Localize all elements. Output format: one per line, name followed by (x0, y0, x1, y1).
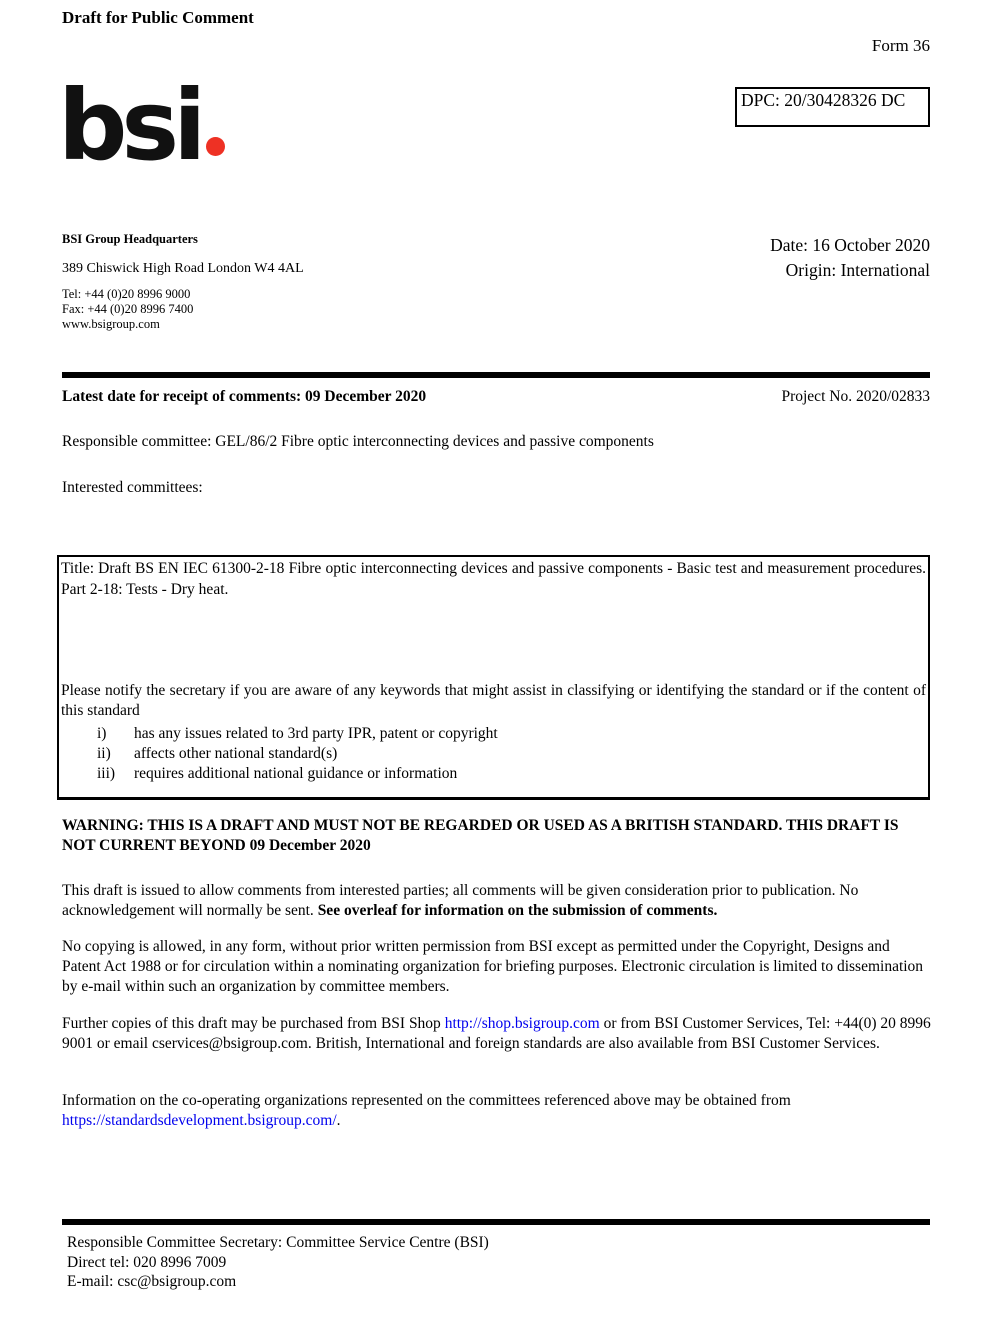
hq-name: BSI Group Headquarters (62, 232, 198, 246)
bsi-logo (58, 70, 225, 182)
dpc-number-box (735, 87, 930, 127)
list-item (61, 764, 926, 784)
project-number: Project No. 2020/02833 (781, 388, 930, 405)
cooperating-orgs-period: . (336, 1112, 341, 1129)
standards-development-link[interactable]: https://standardsdevelopment.bsigroup.com/ (62, 1112, 337, 1129)
form-number-label: Form 36 (871, 36, 930, 55)
footer-contact-block (67, 1233, 489, 1292)
list-item-text: requires additional national guidance or information (134, 765, 458, 782)
bsi-logo-text: bsi (58, 69, 201, 182)
list-item (61, 744, 926, 764)
latest-date-for-comments: Latest date for receipt of comments: 09 December 2020 (62, 388, 427, 405)
list-item-text: affects other national standard(s) (134, 745, 338, 762)
dpc-number-text: DPC: 20/30428326 DC (741, 90, 906, 110)
committee-secretary-line: Responsible Committee Secretary: Committee Service Centre (BSI) (67, 1234, 489, 1251)
responsible-committee-line: Responsible committee: GEL/86/2 Fibre optic interconnecting devices and passive components (62, 433, 654, 450)
further-copies-text-pre: Further copies of this draft may be purchased from BSI Shop (62, 1015, 445, 1032)
see-overleaf-text: See overleaf for information on the submission of comments. (317, 902, 718, 919)
list-item-text: has any issues related to 3rd party IPR, patent or copyright (134, 725, 498, 742)
cooperating-orgs-text: Information on the co-operating organizations represented on the committees referenced above may be obtained from (62, 1092, 791, 1109)
keywords-issue-list (61, 724, 926, 784)
list-item-marker: iii) (97, 765, 116, 782)
further-copies-paragraph (62, 1014, 932, 1054)
standard-title-text: Title: Draft BS EN IEC 61300-2-18 Fibre optic interconnecting devices and passive components - Basic test and measurement procedures. Part 2-18: Tests - Dry heat. (61, 560, 926, 598)
date-line: Date: 16 October 2020 (770, 235, 930, 255)
comments-deadline-row (62, 388, 930, 406)
top-divider-rule (62, 372, 930, 378)
list-item-marker: ii) (97, 745, 111, 762)
hq-website: www.bsigroup.com (62, 317, 160, 331)
direct-tel-line: Direct tel: 020 8996 7009 (67, 1253, 227, 1271)
origin-line: Origin: International (785, 260, 930, 280)
draft-warning-text: WARNING: THIS IS A DRAFT AND MUST NOT BE REGARDED OR USED AS A BRITISH STANDARD. THIS DRAFT IS NOT CURRENT BEYOND 09 December 2020 (62, 817, 899, 854)
bsi-logo-red-dot-icon (206, 137, 225, 156)
draft-issued-paragraph (62, 881, 932, 921)
date-origin-block (770, 233, 930, 283)
no-copying-paragraph: No copying is allowed, in any form, without prior written permission from BSI except as permitted under the Copyright, Designs and Patent Act 1988 or for circulation within a nominating organization for briefing purposes. Electronic circulation is limited to dissemination by e-mail within such an organization by committee members. (62, 938, 924, 995)
contact-block (62, 232, 304, 332)
cooperating-orgs-paragraph (62, 1091, 932, 1131)
keywords-notify-text: Please notify the secretary if you are aware of any keywords that might assist in classifying or identifying the standard or if the content of this standard (61, 682, 926, 719)
hq-fax: Fax: +44 (0)20 8996 7400 (62, 302, 194, 316)
further-copies-text-post: or from BSI Customer Services, Tel: +44(0) 20 8996 9001 or email cservices@bsigroup.com. British, International and foreign standards are also available from BSI Customer Services. (62, 1015, 931, 1052)
title-keywords-box (57, 555, 930, 800)
list-item-marker: i) (97, 725, 107, 742)
email-line: E-mail: csc@bsigroup.com (67, 1273, 237, 1290)
interested-committees-line: Interested committees: (62, 479, 203, 496)
list-item (61, 724, 926, 744)
draft-issued-text: This draft is issued to allow comments from interested parties; all comments will be given consideration prior to publication. No acknowledgement will normally be sent. (62, 882, 859, 919)
bsi-shop-link[interactable]: http://shop.bsigroup.com (444, 1015, 600, 1032)
bottom-divider-rule (62, 1219, 930, 1225)
hq-tel: Tel: +44 (0)20 8996 9000 (62, 287, 191, 301)
draft-for-public-comment-heading: Draft for Public Comment (62, 8, 254, 27)
hq-address: 389 Chiswick High Road London W4 4AL (62, 261, 304, 276)
